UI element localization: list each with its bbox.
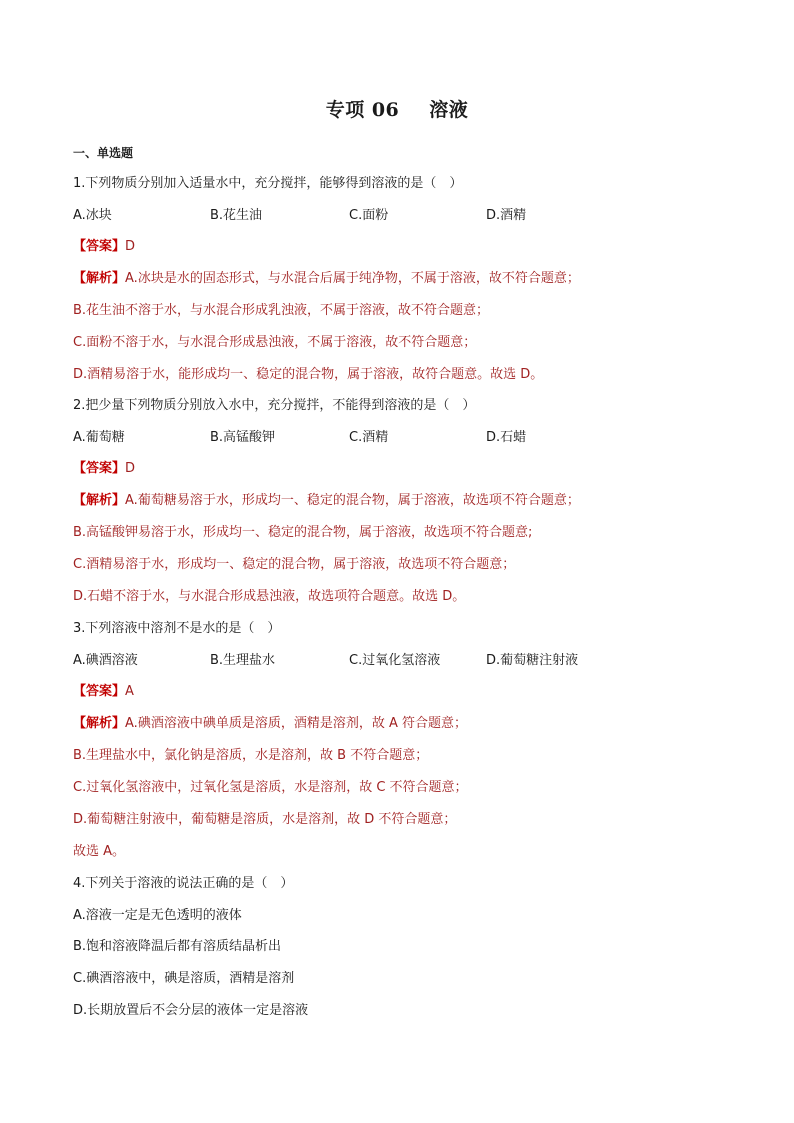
q2-option-b: B.高锰酸钾	[210, 430, 276, 445]
question-2-stem: 2.把少量下列物质分别放入水中，充分搅拌，不能得到溶液的是（ ）	[73, 398, 476, 413]
q2-analysis-line-3: C.酒精易溶于水，形成均一、稳定的混合物，属于溶液，故选项不符合题意；	[73, 557, 516, 572]
q3-option-a: A.碘酒溶液	[73, 653, 138, 668]
q4-option-d: D.长期放置后不会分层的液体一定是溶液	[73, 1003, 309, 1018]
q2-option-c: C.酒精	[349, 430, 389, 445]
q3-analysis-line-2: B.生理盐水中，氯化钠是溶质，水是溶剂，故 B 不符合题意；	[73, 748, 429, 763]
title-main: 溶液	[429, 99, 469, 121]
q2-answer	[73, 460, 135, 478]
analysis-tag: 【解析】	[73, 493, 126, 508]
question-3-stem: 3.下列溶液中溶剂不是水的是（ ）	[73, 621, 281, 636]
q3-answer	[73, 683, 134, 701]
q3-analysis-line-1	[73, 715, 467, 733]
question-4-stem: 4.下列关于溶液的说法正确的是（ ）	[73, 876, 294, 891]
q2-analysis-text-1: A.葡萄糖易溶于水，形成均一、稳定的混合物，属于溶液，故选项不符合题意；	[125, 493, 580, 508]
q1-analysis-line-1	[73, 270, 580, 288]
q2-option-d: D.石蜡	[486, 430, 527, 445]
q3-answer-value: A	[125, 684, 134, 699]
q3-option-c: C.过氧化氢溶液	[349, 653, 441, 668]
q4-option-c: C.碘酒溶液中，碘是溶质，酒精是溶剂	[73, 971, 295, 986]
q4-option-b: B.饱和溶液降温后都有溶质结晶析出	[73, 939, 282, 954]
q2-analysis-line-1	[73, 492, 580, 510]
q4-option-a: A.溶液一定是无色透明的液体	[73, 908, 242, 923]
title-prefix: 专项 06	[325, 99, 400, 121]
q3-option-b: B.生理盐水	[210, 653, 276, 668]
q2-answer-value: D	[125, 461, 136, 476]
q1-answer	[73, 238, 135, 256]
q3-option-d: D.葡萄糖注射液	[486, 653, 579, 668]
analysis-tag: 【解析】	[73, 716, 126, 731]
q2-analysis-line-4: D.石蜡不溶于水，与水混合形成悬浊液，故选项符合题意。故选 D。	[73, 589, 466, 604]
answer-tag: 【答案】	[73, 684, 126, 699]
q3-analysis-line-3: C.过氧化氢溶液中，过氧化氢是溶质，水是溶剂，故 C 不符合题意；	[73, 780, 468, 795]
q1-option-c: C.面粉	[349, 208, 389, 223]
q3-analysis-line-5: 故选 A。	[73, 844, 126, 859]
page-title	[0, 95, 794, 122]
q2-option-a: A.葡萄糖	[73, 430, 125, 445]
answer-tag: 【答案】	[73, 461, 126, 476]
q1-answer-value: D	[125, 239, 136, 254]
q3-analysis-text-1: A.碘酒溶液中碘单质是溶质，酒精是溶剂，故 A 符合题意；	[125, 716, 467, 731]
answer-tag: 【答案】	[73, 239, 126, 254]
q2-analysis-line-2: B.高锰酸钾易溶于水，形成均一、稳定的混合物，属于溶液，故选项不符合题意;	[73, 525, 533, 540]
q1-option-b: B.花生油	[210, 208, 263, 223]
q1-option-d: D.酒精	[486, 208, 527, 223]
q1-analysis-line-2: B.花生油不溶于水，与水混合形成乳浊液，不属于溶液，故不符合题意；	[73, 303, 490, 318]
q1-analysis-text-1: A.冰块是水的固态形式，与水混合后属于纯净物，不属于溶液，故不符合题意；	[125, 271, 580, 286]
q3-analysis-line-4: D.葡萄糖注射液中，葡萄糖是溶质，水是溶剂，故 D 不符合题意；	[73, 812, 457, 827]
q1-option-a: A.冰块	[73, 208, 112, 223]
question-1-stem: 1.下列物质分别加入适量水中，充分搅拌，能够得到溶液的是（ ）	[73, 176, 463, 191]
section-heading: 一、单选题	[73, 146, 134, 160]
analysis-tag: 【解析】	[73, 271, 126, 286]
q1-analysis-line-3: C.面粉不溶于水，与水混合形成悬浊液，不属于溶液，故不符合题意；	[73, 335, 477, 350]
q1-analysis-line-4: D.酒精易溶于水，能形成均一、稳定的混合物，属于溶液，故符合题意。故选 D。	[73, 367, 544, 382]
